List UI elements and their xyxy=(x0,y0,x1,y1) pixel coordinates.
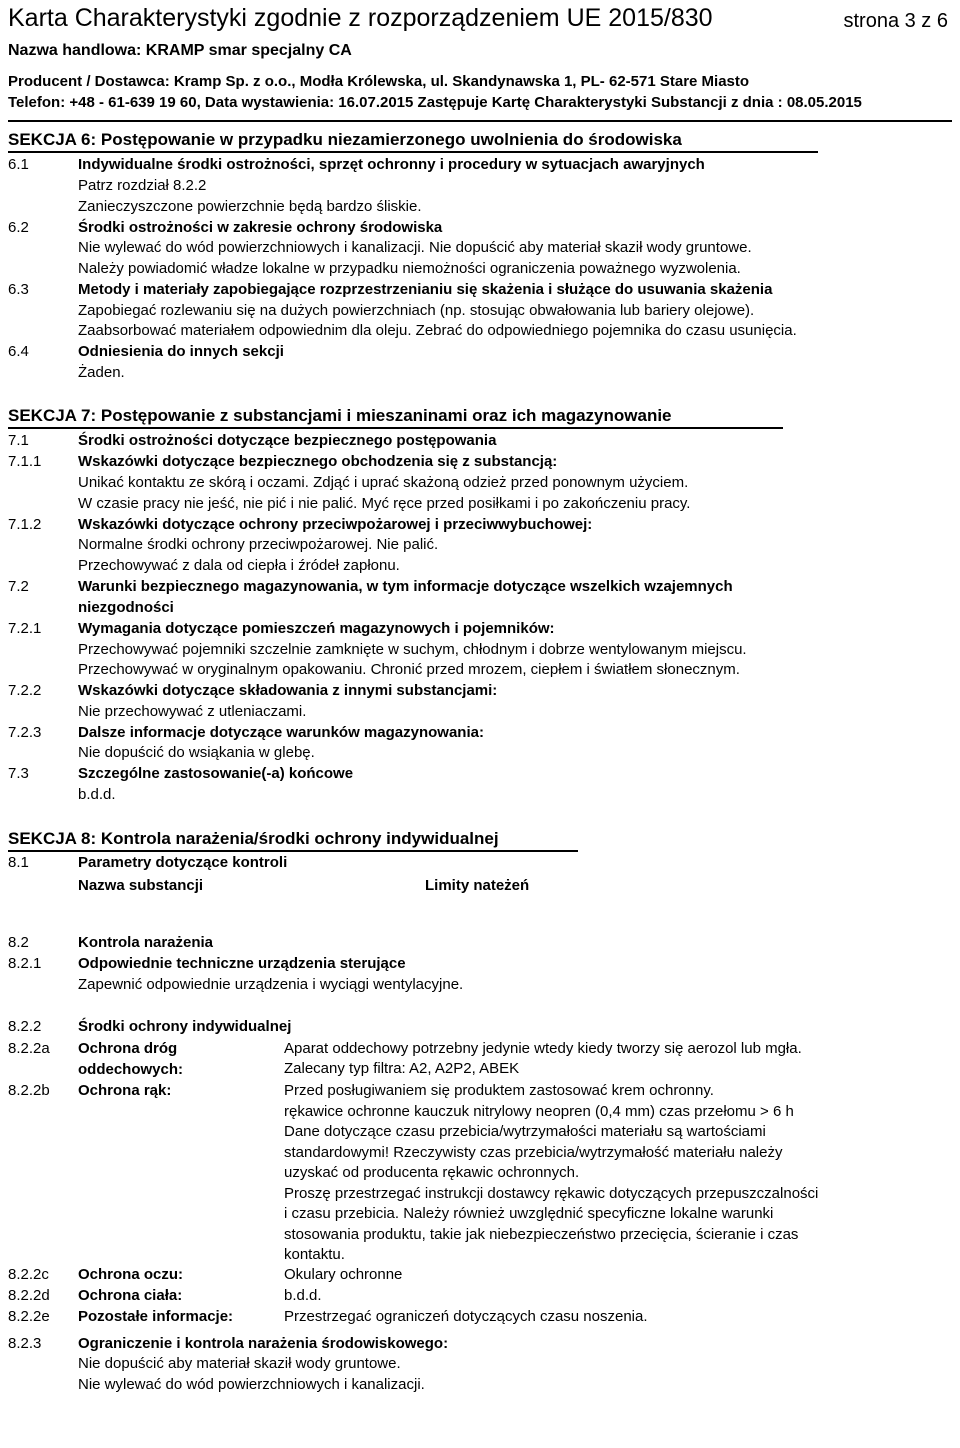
subsection-title: Wskazówki dotyczące składowania z innymi substancjami: xyxy=(78,682,498,699)
field-value: rękawice ochronne kauczuk nitrylowy neopren (0,4 mm) czas przełomu > 6 h xyxy=(284,1103,794,1120)
field-value: standardowymi! Rzeczywisty czas przebicia/wytrzymałość materiału należy xyxy=(284,1144,783,1161)
subsection-number: 8.2.2d xyxy=(8,1287,50,1304)
field-label: Ochrona ciała: xyxy=(78,1287,183,1304)
field-value: Zalecany typ filtra: A2, A2P2, ABEK xyxy=(284,1060,520,1077)
subsection-title: Indywidualne środki ostrożności, sprzęt ochronny i procedury w sytuacjach awaryjnych xyxy=(78,156,705,173)
subsection-number: 6.3 xyxy=(8,281,29,298)
subsection-number: 6.1 xyxy=(8,156,29,173)
text-line: Należy powiadomić władze lokalne w przypadku niemożności ograniczenia poważnego wyzwolenia. xyxy=(78,260,741,277)
subsection-number: 7.1.1 xyxy=(8,453,42,470)
field-label: Ochrona dróg xyxy=(78,1040,178,1057)
trade-name: Nazwa handlowa: KRAMP smar specjalny CA xyxy=(8,42,352,59)
text-line: Żaden. xyxy=(78,364,125,381)
subsection-number: 8.2.2a xyxy=(8,1040,50,1057)
subsection-title: Odniesienia do innych sekcji xyxy=(78,343,284,360)
subsection-title: Warunki bezpiecznego magazynowania, w tym informacje dotyczące wszelkich wzajemnych xyxy=(78,578,733,595)
field-label: Pozostałe informacje: xyxy=(78,1308,234,1325)
subsection-number: 8.2.2e xyxy=(8,1308,50,1325)
field-value: Przed posługiwaniem się produktem zastosować krem ochronny. xyxy=(284,1082,714,1099)
subsection-title: Wskazówki dotyczące bezpiecznego obchodzenia się z substancją: xyxy=(78,453,558,470)
subsection-number: 8.1 xyxy=(8,854,29,871)
text-line: Normalne środki ochrony przeciwpożarowej. Nie palić. xyxy=(78,536,439,553)
text-line: W czasie pracy nie jeść, nie pić i nie palić. Myć ręce przed posiłkami i po zakończeniu pracy. xyxy=(78,495,691,512)
text-line: Nie dopuścić aby materiał skaził wody gruntowe. xyxy=(78,1355,401,1372)
producer-line: Producent / Dostawca: Kramp Sp. z o.o., Modła Królewska, ul. Skandynawska 1, PL- 62-571 Stare Miasto xyxy=(8,73,750,90)
subsection-title: Ograniczenie i kontrola narażenia środowiskowego: xyxy=(78,1335,449,1352)
subsection-number: 6.4 xyxy=(8,343,29,360)
subsection-number: 8.2.2c xyxy=(8,1266,49,1283)
subsection-title-cont: niezgodności xyxy=(78,599,174,616)
subsection-title: Kontrola narażenia xyxy=(78,934,214,951)
subsection-title: Dalsze informacje dotyczące warunków magazynowania: xyxy=(78,724,484,741)
section-7-underline xyxy=(8,427,783,429)
subsection-number: 8.2.1 xyxy=(8,955,42,972)
text-line: b.d.d. xyxy=(78,786,116,803)
subsection-number: 8.2.2 xyxy=(8,1018,42,1035)
text-line: Zapobiegać rozlewaniu się na dużych powierzchniach (np. stosując obwałowania lub bariery olejowe). xyxy=(78,302,755,319)
text-line: Zanieczyszczone powierzchnie będą bardzo śliskie. xyxy=(78,198,422,215)
field-value: Dane dotyczące czasu przebicia/wytrzymałości materiału są wartościami xyxy=(284,1123,766,1140)
field-value: kontaktu. xyxy=(284,1246,345,1263)
subsection-title: Środki ostrożności w zakresie ochrony środowiska xyxy=(78,219,443,236)
document-title: Karta Charakterystyki zgodnie z rozporządzeniem UE 2015/830 xyxy=(8,4,713,32)
subsection-number: 7.2.3 xyxy=(8,724,42,741)
field-value: uzyskać od producenta rękawic ochronnych. xyxy=(284,1164,580,1181)
text-line: Zaabsorbować materiałem odpowiednim dla oleju. Zebrać do odpowiedniego pojemnika do czasu usunięcia. xyxy=(78,322,797,339)
text-line: Nie wylewać do wód powierzchniowych i kanalizacji. xyxy=(78,1376,425,1393)
text-line: Przechowywać w oryginalnym opakowaniu. Chronić przed mrozem, ciepłem i światłem słonecznym. xyxy=(78,661,740,678)
subsection-title: Środki ochrony indywidualnej xyxy=(78,1018,292,1035)
phone-line: Telefon: +48 - 61-639 19 60, Data wystawienia: 16.07.2015 Zastępuje Kartę Charakterystyki Substancji z dnia : 08.05.2015 xyxy=(8,94,862,111)
section-7-title: SEKCJA 7: Postępowanie z substancjami i mieszaninami oraz ich magazynowanie xyxy=(8,406,672,425)
field-value: Okulary ochronne xyxy=(284,1266,403,1283)
subsection-title: Parametry dotyczące kontroli xyxy=(78,854,288,871)
text-line: Patrz rozdział 8.2.2 xyxy=(78,177,207,194)
subsection-number: 6.2 xyxy=(8,219,29,236)
subsection-number: 8.2 xyxy=(8,934,29,951)
column-header-substance: Nazwa substancji xyxy=(78,877,204,894)
subsection-number: 7.2 xyxy=(8,578,29,595)
header-divider xyxy=(8,120,952,122)
field-value: stosowania produktu, takie jak niebezpieczeństwo przecięcia, ścieranie i czas xyxy=(284,1226,799,1243)
subsection-number: 7.1.2 xyxy=(8,516,42,533)
text-line: Unikać kontaktu ze skórą i oczami. Zdjąć i uprać skażoną odzież przed ponownym użyciem. xyxy=(78,474,689,491)
subsection-title: Środki ostrożności dotyczące bezpiecznego postępowania xyxy=(78,432,497,449)
subsection-title: Wskazówki dotyczące ochrony przeciwpożarowej i przeciwwybuchowej: xyxy=(78,516,593,533)
text-line: Przechowywać z dala od ciepła i źródeł zapłonu. xyxy=(78,557,400,574)
column-header-limits: Limity nateżeń xyxy=(425,877,530,894)
text-line: Nie przechowywać z utleniaczami. xyxy=(78,703,307,720)
subsection-title: Odpowiednie techniczne urządzenia sterujące xyxy=(78,955,406,972)
field-value: i czasu przebicia. Należy również uwzględnić specyficzne lokalne warunki xyxy=(284,1205,774,1222)
subsection-number: 7.1 xyxy=(8,432,29,449)
field-label: Ochrona oczu: xyxy=(78,1266,184,1283)
subsection-title: Metody i materiały zapobiegające rozprzestrzenianiu się skażenia i służące do usuwania skażenia xyxy=(78,281,773,298)
field-value: Proszę przestrzegać instrukcji dostawcy rękawic dotyczących przepuszczalności xyxy=(284,1185,819,1202)
subsection-number: 7.2.1 xyxy=(8,620,42,637)
subsection-number: 7.3 xyxy=(8,765,29,782)
subsection-number: 7.2.2 xyxy=(8,682,42,699)
section-8-title: SEKCJA 8: Kontrola narażenia/środki ochrony indywidualnej xyxy=(8,829,499,848)
section-6-title: SEKCJA 6: Postępowanie w przypadku niezamierzonego uwolnienia do środowiska xyxy=(8,130,682,149)
text-line: Nie dopuścić do wsiąkania w glebę. xyxy=(78,744,315,761)
subsection-title: Wymagania dotyczące pomieszczeń magazynowych i pojemników: xyxy=(78,620,555,637)
subsection-title: Szczególne zastosowanie(-a) końcowe xyxy=(78,765,354,782)
field-label-cont: oddechowych: xyxy=(78,1061,184,1078)
field-label: Ochrona rąk: xyxy=(78,1082,172,1099)
field-value: Przestrzegać ograniczeń dotyczących czasu noszenia. xyxy=(284,1308,648,1325)
page-number: strona 3 z 6 xyxy=(843,10,948,32)
subsection-number: 8.2.2b xyxy=(8,1082,50,1099)
subsection-number: 8.2.3 xyxy=(8,1335,42,1352)
field-value: Aparat oddechowy potrzebny jedynie wtedy kiedy tworzy się aerozol lub mgła. xyxy=(284,1040,802,1057)
section-8-underline xyxy=(8,850,578,852)
section-6-underline xyxy=(8,151,818,153)
text-line: Nie wylewać do wód powierzchniowych i kanalizacji. Nie dopuścić aby materiał skaził wody gruntowe. xyxy=(78,239,752,256)
text-line: Zapewnić odpowiednie urządzenia i wyciągi wentylacyjne. xyxy=(78,976,464,993)
text-line: Przechowywać pojemniki szczelnie zamknięte w suchym, chłodnym i dobrze wentylowanym miejscu. xyxy=(78,641,747,658)
field-value: b.d.d. xyxy=(284,1287,322,1304)
